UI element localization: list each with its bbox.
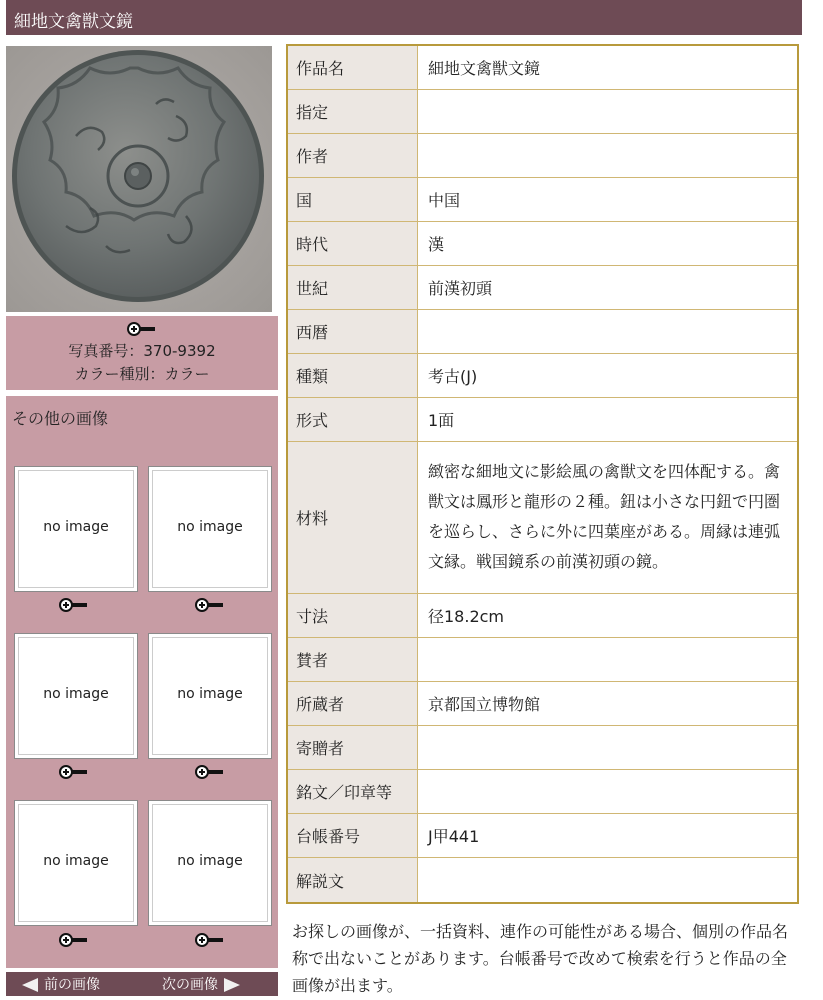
other-images-panel xyxy=(6,396,278,968)
attr-row xyxy=(288,442,797,594)
attr-value xyxy=(418,310,797,354)
attribute-table xyxy=(286,44,799,904)
attr-value xyxy=(418,90,797,134)
attr-value xyxy=(418,638,797,682)
arrow-right-icon xyxy=(224,978,240,992)
thumbnail[interactable] xyxy=(14,800,138,926)
attr-value: 京都国立博物館 xyxy=(418,682,797,726)
attr-row xyxy=(288,682,797,726)
page-title-bar xyxy=(6,0,802,35)
attr-row xyxy=(288,90,797,134)
attr-key: 世紀 xyxy=(288,266,418,310)
attr-row xyxy=(288,134,797,178)
zoom-icon[interactable] xyxy=(59,597,89,613)
attr-row xyxy=(288,178,797,222)
attr-row xyxy=(288,858,797,902)
attr-key: 所蔵者 xyxy=(288,682,418,726)
attr-value xyxy=(418,726,797,770)
attr-row xyxy=(288,310,797,354)
attr-value xyxy=(418,858,797,902)
attr-value: J甲441 xyxy=(418,814,797,858)
mirror-image xyxy=(6,46,272,312)
attr-key: 時代 xyxy=(288,222,418,266)
attr-key: 種類 xyxy=(288,354,418,398)
thumbnail-label: no image xyxy=(43,686,109,702)
attr-key: 銘文／印章等 xyxy=(288,770,418,814)
color-type: カラー種別：カラー xyxy=(74,365,210,383)
zoom-icon[interactable] xyxy=(195,764,225,780)
attr-key: 形式 xyxy=(288,398,418,442)
thumbnail-label: no image xyxy=(43,519,109,535)
artwork-photo[interactable] xyxy=(6,46,272,312)
attr-row xyxy=(288,770,797,814)
image-navigation xyxy=(6,972,278,996)
attr-row xyxy=(288,814,797,858)
attr-value: 径18.2cm xyxy=(418,594,797,638)
prev-image-link[interactable] xyxy=(22,974,100,994)
thumbnail-label: no image xyxy=(177,686,243,702)
attr-value: 漢 xyxy=(418,222,797,266)
attr-key: 解説文 xyxy=(288,858,418,902)
thumbnail[interactable] xyxy=(148,633,272,759)
thumbnail[interactable] xyxy=(148,466,272,592)
attr-row xyxy=(288,398,797,442)
attr-value: 細地文禽獣文鏡 xyxy=(418,46,797,90)
attr-key: 作品名 xyxy=(288,46,418,90)
thumbnail-label: no image xyxy=(177,519,243,535)
zoom-icon[interactable] xyxy=(127,321,157,337)
zoom-icon[interactable] xyxy=(195,932,225,948)
attr-row xyxy=(288,638,797,682)
attr-value xyxy=(418,770,797,814)
zoom-icon[interactable] xyxy=(59,764,89,780)
attr-row xyxy=(288,46,797,90)
photo-info xyxy=(6,316,278,390)
attr-key: 指定 xyxy=(288,90,418,134)
next-image-link[interactable] xyxy=(162,974,240,994)
attr-value: 中国 xyxy=(418,178,797,222)
arrow-left-icon xyxy=(22,978,38,992)
attr-key: 西暦 xyxy=(288,310,418,354)
attr-key: 台帳番号 xyxy=(288,814,418,858)
other-images-heading: その他の画像 xyxy=(12,409,109,428)
attr-row xyxy=(288,726,797,770)
attr-key: 国 xyxy=(288,178,418,222)
prev-image-label: 前の画像 xyxy=(44,977,100,993)
page-title: 細地文禽獣文鏡 xyxy=(14,12,133,32)
thumbnail[interactable] xyxy=(14,633,138,759)
thumbnail-label: no image xyxy=(177,853,243,869)
attr-row xyxy=(288,222,797,266)
attr-value: 考古(J) xyxy=(418,354,797,398)
attr-row xyxy=(288,594,797,638)
zoom-icon[interactable] xyxy=(59,932,89,948)
attr-key: 作者 xyxy=(288,134,418,178)
attr-row xyxy=(288,354,797,398)
attr-key: 賛者 xyxy=(288,638,418,682)
photo-number: 写真番号：370-9392 xyxy=(68,342,216,360)
attr-key: 寄贈者 xyxy=(288,726,418,770)
thumbnail[interactable] xyxy=(14,466,138,592)
next-image-label: 次の画像 xyxy=(162,977,218,993)
attr-key: 材料 xyxy=(288,442,418,594)
search-note: お探しの画像が、一括資料、連作の可能性がある場合、個別の作品名称で出ないことがあります。台帳番号で改めて検索を行うと作品の全画像が出ます。 xyxy=(292,922,789,995)
thumbnail-label: no image xyxy=(43,853,109,869)
attr-row xyxy=(288,266,797,310)
attr-value: 1面 xyxy=(418,398,797,442)
attr-key: 寸法 xyxy=(288,594,418,638)
thumbnail[interactable] xyxy=(148,800,272,926)
attr-value: 緻密な細地文に影絵風の禽獣文を四体配する。禽獣文は鳳形と龍形の２種。鈕は小さな円鈕で円圏を巡らし、さらに外に四葉座がある。周縁は連弧文縁。戦国鏡系の前漢初頭の鏡。 xyxy=(418,442,797,594)
zoom-icon[interactable] xyxy=(195,597,225,613)
attr-value xyxy=(418,134,797,178)
attr-value: 前漢初頭 xyxy=(418,266,797,310)
